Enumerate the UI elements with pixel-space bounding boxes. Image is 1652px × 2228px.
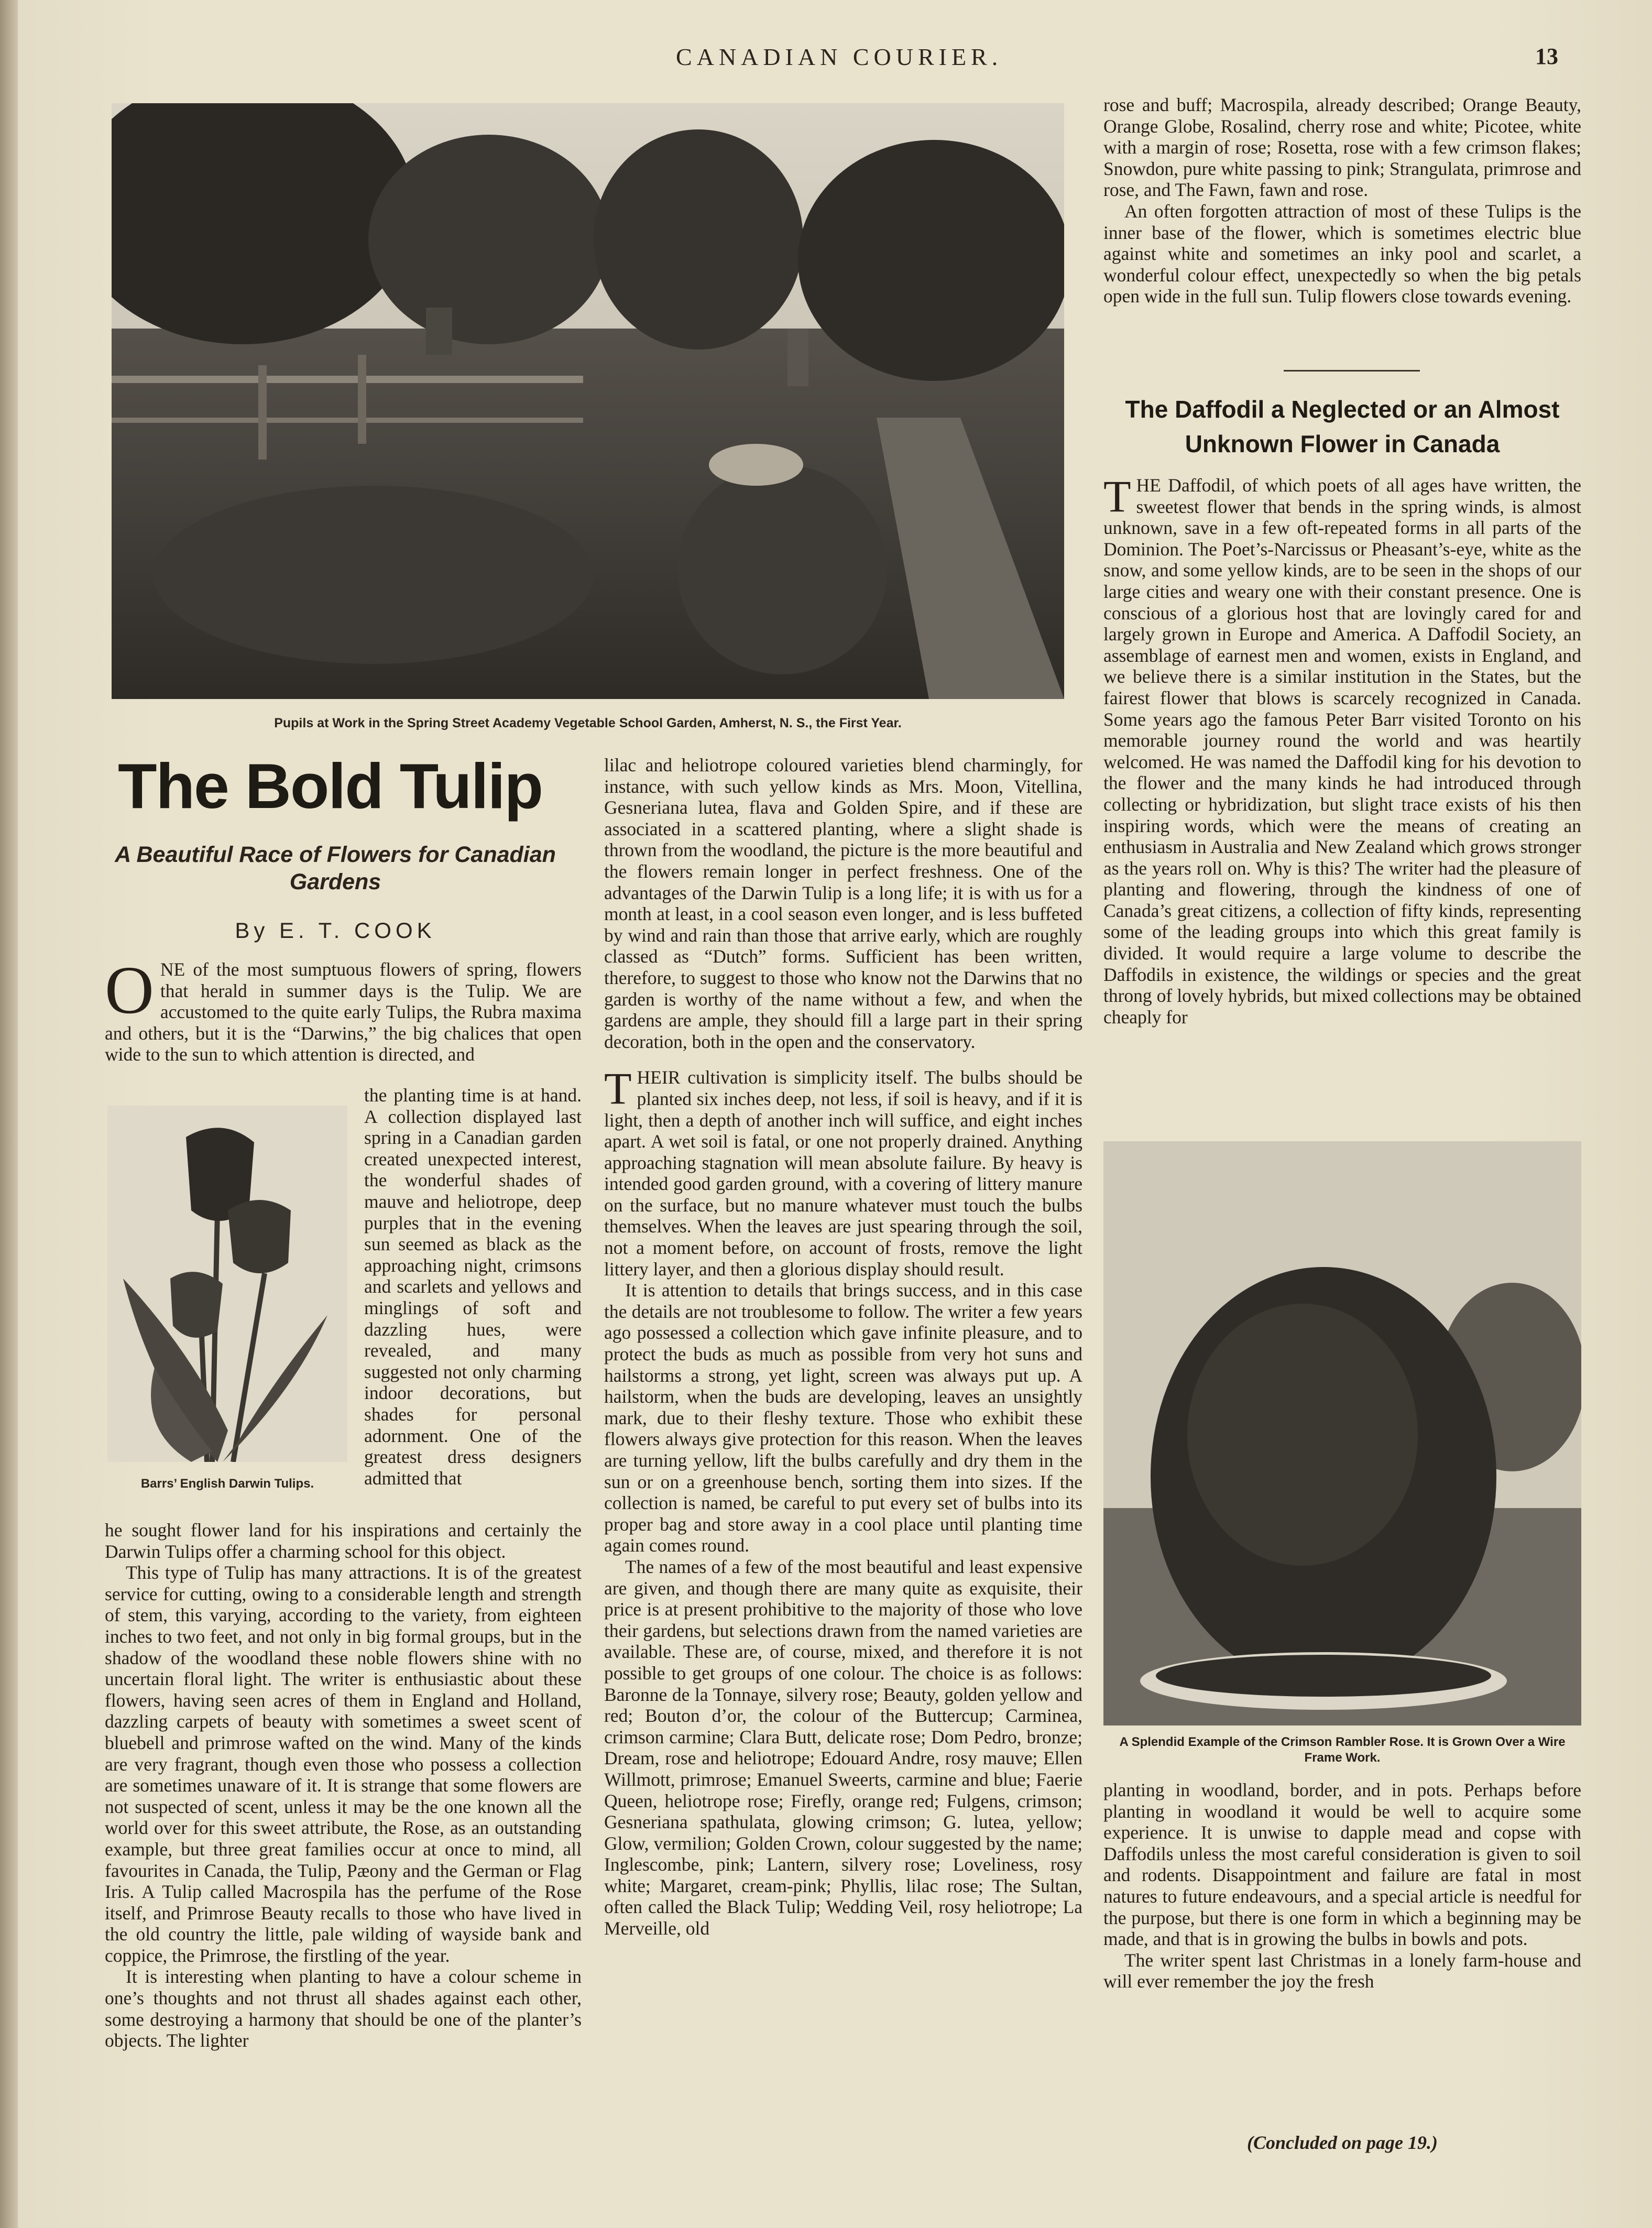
- page-number: 13: [1535, 43, 1558, 69]
- col1-paragraph-3: It is interesting when planting to have a colour scheme in one’s thoughts and not thrust all shades against each other, some destroying a harmony that should be one of the planter’s objects. The lighter: [105, 1966, 582, 2051]
- col2-paragraph-4: The names of a few of the most beautiful and least expensive are given, and though there are many quite as exquisite, their price is at present prohibitive to the majority of those who love their gardens, but selections drawn from the named varieties are available. These are, of course, mixed, and therefore it is not possible to get groups of one colour. The choice is as follows: Baronne de la Tonnaye, silvery rose; Beauty, golden yellow and red; Bouton d’or, the colour of the Buttercup; Carminea, crimson carmine; Clara Butt, delicate rose; Dom Pedro, bronze; Dream, rose and heliotrope; Edouard Andre, rosy mauve; Ellen Willmott, primrose; Emanuel Sweerts, carmine and blue; Faerie Queen, heliotrope rose; Firefly, orange red; Fulgens, crimson; Gesneriana spathulata, glowing crimson; G. lutea, yellow; Glow, vermilion; Golden Crown, colour suggested by the name; Inglescombe, pink; Lantern, silvery rose; Loveliness, rosy white; Margaret, cream-pink; Phyllis, lilac rose; The Sultan, often called the Black Tulip; Wedding Veil, rosy heliotrope; La Merveille, old: [604, 1556, 1082, 1939]
- daffodil-paragraph-2: planting in woodland, border, and in pots. Perhaps before planting in woodland it would be well to acquire some experience. It is unwise to dapple mead and copse with Daffodils unless the most careful consideration is given to soil and rodents. Disappointment and failure are fatal in most natures to future endeavours, and a special article is needful for the purpose, but there is one form in which a beginning may be made, and that is in growing the bulbs in bowls and pots.: [1103, 1779, 1581, 1950]
- daffodil-paragraph-1: THE Daffodil, of which poets of all ages have written, the sweetest flower that bends in the spring winds, is almost unknown, save in a few oft-repeated forms in all parts of the Dominion. The Poet’s-Narcissus or Pheasant’s-eye, white as the snow, and some yellow kinds, are to be seen in the shops of our large cities and weary one with their constant presence. One is conscious of a glorious host that are lovingly cared for and largely grown in Europe and America. A Daffodil Society, an assemblage of earnest men and women, exists in England, and we believe there is a similar institution in the States, but the fairest flower that blows is scarcely recognized in Canada. Some years ago the famous Peter Barr visited Toronto on his memorable journey round the world and was heartily welcomed. He was named the Daffodil king for his devotion to the flower and the many kinds he had introduced through collecting or hybridization, but slight trace exists of his then inspiring words, which were the means of creating an enthusiasm in Australia and New Zealand which grows stronger as the years roll on. Why is this? The writer had the pleasure of planting and flowering, through the kindness of one of Canada’s great citizens, a collection of fifty kinds, representing some of the leading groups into which this great family is divided. It would require a large volume to describe the Daffodils in existence, the wildings or species and the great throng of lovely hybrids, but mixed collections may be obtained cheaply for: [1103, 471, 1581, 1028]
- page-spine: [0, 0, 18, 2228]
- byline: By E. T. COOK: [235, 918, 436, 943]
- intro-rest: he sought flower land for his inspirations and certainly the Darwin Tulips offer a charming school for this object.: [105, 1520, 582, 1562]
- article-subtitle: A Beautiful Race of Flowers for Canadian Gardens: [115, 842, 556, 894]
- dropcap-t: T: [604, 1063, 632, 1114]
- intro-top: NE of the most sumptuous flowers of spring, flowers that herald in summer days is the Tulip. We are accustomed to the quite early Tulips, the Rubra maxima and others, but it is the “Darwins,” the big chalices that open wide to the sun to which attention is directed, and: [105, 959, 582, 1065]
- concluded-note: (Concluded on page 19.): [1247, 2132, 1438, 2153]
- daffodil-paragraph-3: The writer spent last Christmas in a lonely farm-house and will ever remember the joy the fresh: [1103, 1949, 1581, 1992]
- col3-paragraph-2: An often forgotten attraction of most of these Tulips is the inner base of the flower, which is sometimes electric blue against white and sometimes an inky pool and scarlet, a wonderful colour effect, unexpectedly so when the big petals open wide in the full sun. Tulip flowers close towards evening.: [1103, 200, 1581, 307]
- column-3-top: [1103, 94, 1581, 307]
- col2-paragraph-3: It is attention to details that brings success, and in this case the details are not troublesome to follow. The writer a few years ago possessed a collection which gave infinite pleasure, and to protect the buds as much as possible from very hot suns and hailstorms a strong, yet light, screen was always put up. A hailstorm, when the buds are developing, leaves an unsightly mark, due to their fleshy texture. Those who exhibit these flowers always give protection for this reason. When the leaves are turning yellow, lift the bulbs carefully and dry them in the sun or on a greenhouse bench, sorting them into sizes. If the collection is named, be careful to put every set of bulbs into its proper bag and store away in a cool place until planting time again comes round.: [604, 1280, 1082, 1556]
- daffodil-body-2: [1103, 1779, 1581, 1992]
- column-2: [604, 755, 1082, 1939]
- col3-paragraph-1: rose and buff; Macrospila, already described; Orange Beauty, Orange Globe, Rosalind, cherry rose and white; Picotee, white with a margin of rose; Rosetta, rose with a few crimson flakes; Snowdon, pure white passing to pink; Strangulata, primrose and rose, and The Fawn, fawn and rose.: [1103, 94, 1581, 201]
- intro-side: the planting time is at hand. A collection displayed last spring in a Canadian garden created unexpected interest, the wonderful shades of mauve and heliotrope, deep purples that in the evening sun seemed as black as the approaching night, crimsons and scarlets and yellows and minglings of soft and dazzling hues, were revealed, and many suggested not only charming indoor decorations, but shades for personal adornment. One of the greatest dress designers admitted that: [364, 1085, 582, 1489]
- dropcap-o: O: [105, 953, 154, 1028]
- col1-paragraph-2: This type of Tulip has many attractions. It is of the greatest service for cutting, owing to a considerable length and strength of stem, this varying, according to the variety, from eighteen inches to two feet, and not only in big formal groups, but in the shadow of the woodland these noble flowers shine with no uncertain floral light. The writer is enthusiastic about these flowers, having seen acres of them in England and Holland, dazzling carpets of beauty with sometimes a sweet scent of bluebell and primrose wafted on the wind. Many of the kinds are very fragrant, though even those who possess a collection are sometimes unaware of it. It is strange that some flowers are not suspected of scent, unless it may be the one known all the world over for this sweet attribute, the Rose, as an outstanding example, but three great families occur at once to mind, all favourites in Canada, the Tulip, Pæony and the German or Flag Iris. A Tulip called Macrospila has the perfume of the Rose itself, and Primrose Beauty recalls to those who have lived in the old country the little, pale wilding of wayside bank and coppice, the Primrose, the firstling of the year.: [105, 1562, 582, 1966]
- garden-photo-caption: Pupils at Work in the Spring Street Academy Vegetable School Garden, Amherst, N. S., the First Year.: [274, 716, 902, 730]
- col2-paragraph-2: THEIR cultivation is simplicity itself. The bulbs should be planted six inches deep, not less, if soil is heavy, and if it is light, then a depth of another inch will suffice, and eight inches apart. A wet soil is fatal, or one not properly drained. Anything approaching stagnation will mean absolute failure. By heavy is intended good garden ground, with a covering of littery manure on the surface, but no manure whatever must touch the bulbs themselves. When the leaves are just spearing through the soil, not a moment before, on account of frosts, remove the light littery layer, and then a glorious display should result.: [604, 1063, 1082, 1280]
- masthead: CANADIAN COURIER.: [676, 43, 1003, 70]
- article-title: The Bold Tulip: [117, 750, 543, 822]
- garden-photo: [112, 103, 1064, 699]
- dropcap-t-daffodil: T: [1103, 471, 1131, 521]
- tulip-photo-caption: Barrs’ English Darwin Tulips.: [140, 1477, 314, 1491]
- tulip-photo: [107, 1106, 347, 1462]
- column-1-body: [105, 1520, 582, 2051]
- daffodil-body: [1103, 471, 1581, 1028]
- col2-paragraph-1: lilac and heliotrope coloured varieties blend charmingly, for instance, with such yellow kinds as Mrs. Moon, Vitellina, Gesneriana lutea, flava and Golden Spire, and if these are associated in a scattered planting, where a slight shade is thrown from the woodland, the picture is the more beautiful and the flowers remain longer in perfect freshness. One of the advantages of the Darwin Tulip is a long life; it is with us for a month at least, in a cool season even longer, and is less buffeted by wind and rain than those that arrive early, which are roughly classed as “Dutch” forms. Sufficient has been written, therefore, to suggest to those who know not the Darwins that no garden is worthy of the name without a few, and when the gardens are ample, they should fill a large part in their spring decoration, both in the open and the conservatory.: [604, 755, 1082, 1052]
- column-1-intro: [105, 953, 582, 1065]
- section-divider: [1284, 370, 1420, 372]
- rose-photo-caption: A Splendid Example of the Crimson Rambler Rose. It is Grown Over a Wire Frame Work.: [1119, 1735, 1566, 1765]
- rose-photo: [1103, 1141, 1581, 1725]
- daffodil-heading: The Daffodil a Neglected or an Almost Unknown Flower in Canada: [1125, 396, 1560, 457]
